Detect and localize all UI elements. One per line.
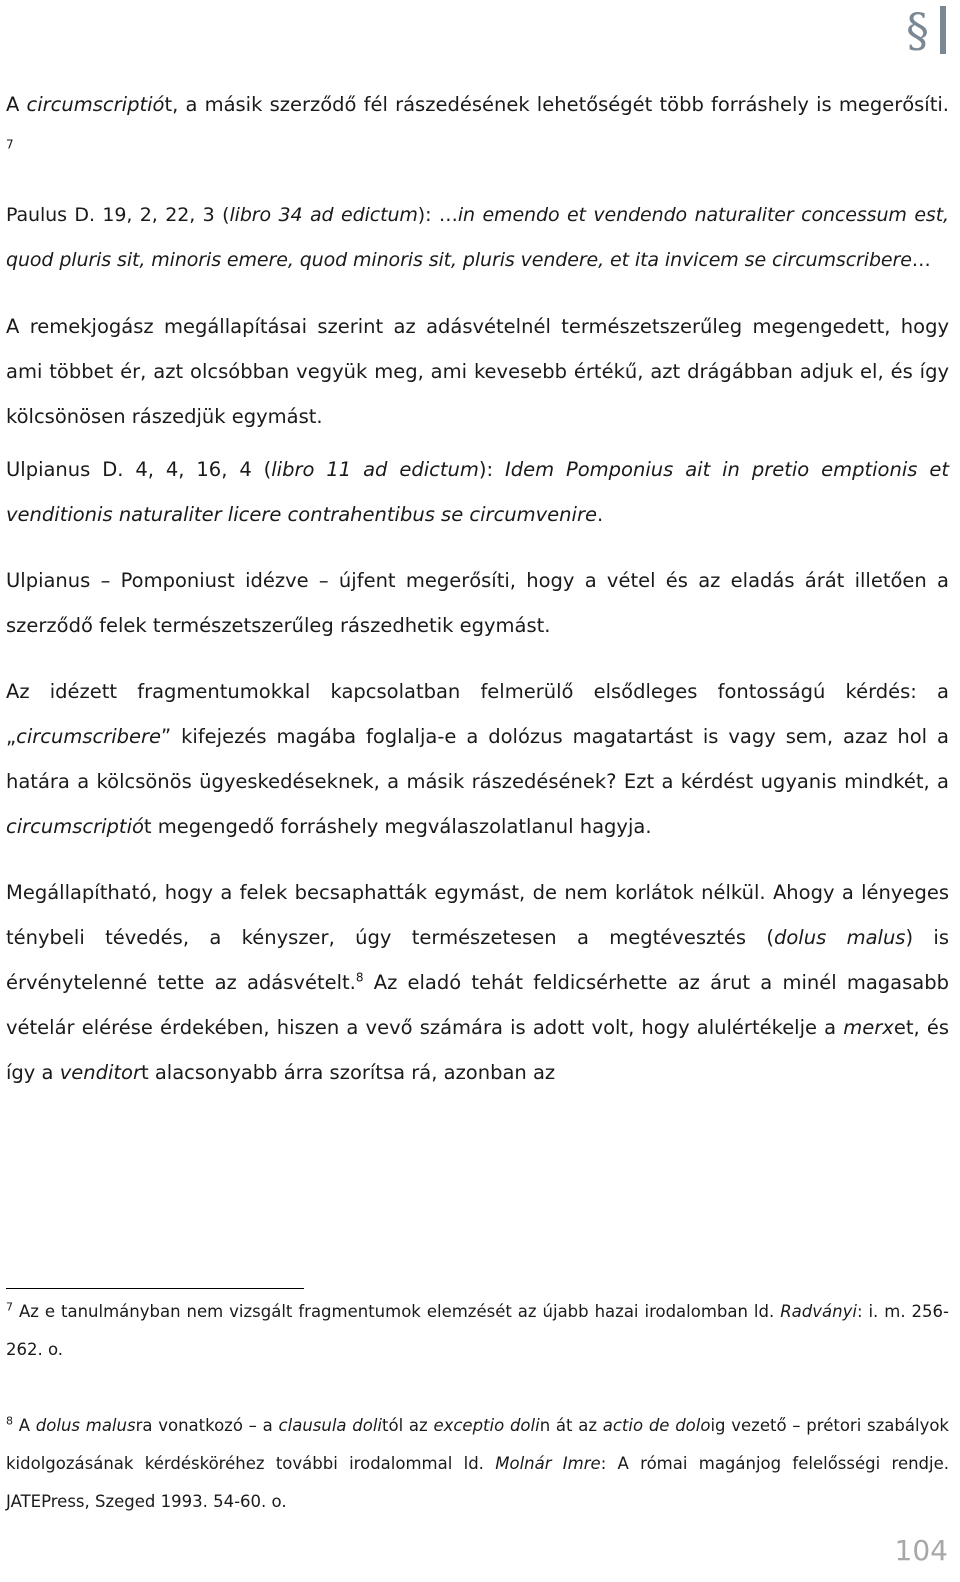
paragraph-6: Az idézett fragmentumokkal kapcsolatban felmerülő elsődleges fontosságú kérdés: a „circumscribere” kifejezés magába foglalja-e a dolózus magatartást is vagy sem, azaz hol a határa a kölcsönös ügyeskedéseknek, a másik rászedésének? Ezt a kérdést ugyanis mindkét, a circumscriptiót megengedő forráshely megválaszolatlanul hagyja.	[6, 680, 949, 838]
svg-text:§: §	[906, 3, 929, 56]
main-text	[6, 82, 949, 1116]
paragraph-4: Ulpianus D. 4, 4, 16, 4 (libro 11 ad edictum): Idem Pomponius ait in pretio emptionis et venditionis naturaliter licere contrahentibus se circumvenire.	[6, 458, 949, 526]
footnote-separator	[6, 1288, 304, 1289]
paragraph-7: Megállapítható, hogy a felek becsaphatták egymást, de nem korlátok nélkül. Ahogy a lényeges ténybeli tévedés, a kényszer, úgy természetesen a megtévesztés (dolus malus) is érvénytelenné tette az adásvételt.$^8$ Az eladó tehát feldicsérhette az árut a minél magasabb vételár elérése érdekében, hiszen a vevő számára is adott volt, hogy alulértékelje a merxet, és így a venditort alacsonyabb árra szorítsa rá, azonban az	[6, 881, 950, 1084]
paragraph-1: A circumscriptiót, a másik szerződő fél rászedésének lehetőségét több forráshely is megerősíti. $^7$	[6, 93, 949, 152]
page-number: 104	[894, 1534, 948, 1567]
footnote-ref-7[interactable]: 7	[6, 137, 14, 152]
footnote-ref-8[interactable]: 8	[355, 970, 364, 985]
paragraph-2: Paulus D. 19, 2, 22, 3 (libro 34 ad edictum): …in emendo et vendendo naturaliter concessum est, quod pluris sit, minoris emere, quod minoris sit, pluris vendere, et ita invicem se circumscribere…	[6, 204, 949, 271]
footnote-7: $^7$ Az e tanulmányban nem vizsgált fragmentumok elemzését az újabb hazai irodalomban ld. Radványi: i. m. 256-262. o.	[6, 1300, 949, 1359]
section-sign-icon	[904, 2, 950, 56]
paragraph-5: Ulpianus – Pomponiust idézve – újfent megerősíti, hogy a vétel és az eladás árát illetően a szerződő felek természetszerűleg rászedhetik egymást.	[6, 569, 949, 637]
footnotes	[6, 1293, 949, 1559]
footnote-8: $^8$ A dolus malusra vonatkozó – a clausula dolitól az exceptio dolin át az actio de doloig vezető – prétori szabályok kidolgozásának kérdésköréhez további irodalommal ld. Molnár Imre: A római magánjog felelősségi rendje. JATEPress, Szeged 1993. 54-60. o.	[6, 1414, 950, 1511]
paragraph-3: A remekjogász megállapításai szerint az adásvételnél természetszerűleg megengedett, hogy ami többet ér, azt olcsóbban vegyük meg, ami kevesebb értékű, azt drágábban adjuk el, és így kölcsönösen rászedjük egymást.	[6, 315, 949, 428]
